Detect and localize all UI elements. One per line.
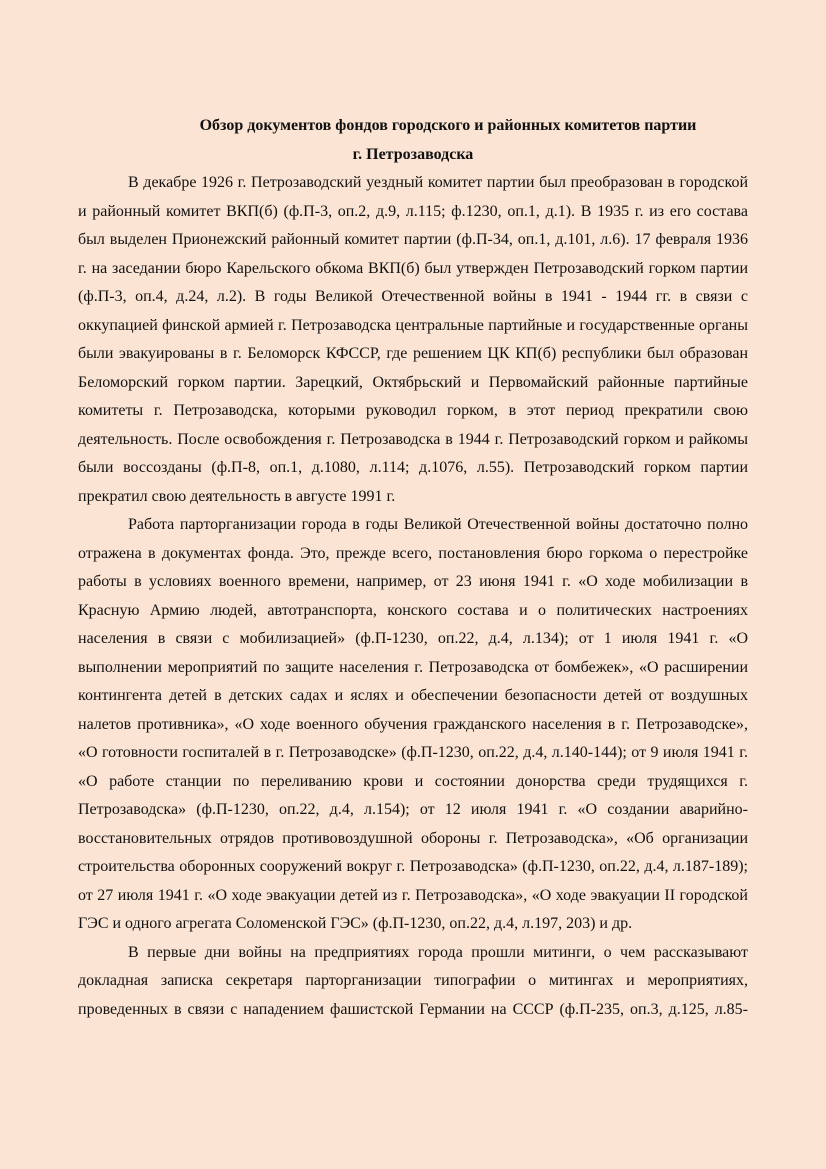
title-line-1: Обзор документов фондов городского и районных комитетов партии bbox=[199, 117, 697, 134]
paragraph-3: В первые дни войны на предприятиях города прошли митинги, о чем рассказывают докладная записка секретаря парторганизации типографии о митингах и мероприятиях, проведенных в связи с нападением фашистской Германии на СССР (ф.П-235, оп.3, д.125, л.85- bbox=[78, 943, 748, 1018]
document-page bbox=[78, 112, 748, 1024]
paragraph-2: Работа парторганизации города в годы Великой Отечественной войны достаточно полно отражена в документах фонда. Это, прежде всего, постановления бюро горкома о перестройке работы в условиях военного времени, например, от 23 июня 1941 г. «О ходе мобилизации в Красную Армию людей, автотранспорта, конского состава и о политических настроениях населения в связи с мобилизацией» (ф.П-1230, оп.22, д.4, л.134); от 1 июля 1941 г. «О выполнении мероприятий по защите населения г. Петрозаводска от бомбежек», «О расширении контингента детей в детских садах и яслях и обеспечении безопасности детей от воздушных налетов противника», «О ходе военного обучения гражданского населения в г. Петрозаводске», «О готовности госпиталей в г. Петрозаводске» (ф.П-1230, оп.22, д.4, л.140-144); от 9 июля 1941 г. «О работе станции по переливанию крови и состоянии донорства среди трудящихся г. Петрозаводска» (ф.П-1230, оп.22, д.4, л.154); от 12 июля 1941 г. «О создании аварийно-восстановительных отрядов противовоздушной обороны г. Петрозаводска», «Об организации строительства оборонных сооружений вокруг г. Петрозаводска» (ф.П-1230, оп.22, д.4, л.187-189); от 27 июля 1941 г. «О ходе эвакуации детей из г. Петрозаводска», «О ходе эвакуации II городской ГЭС и одного агрегата Соломенской ГЭС» (ф.П-1230, оп.22, д.4, л.197, 203) и др. bbox=[78, 516, 748, 932]
paragraph-1: В декабре 1926 г. Петрозаводский уездный комитет партии был преобразован в городской и районный комитет ВКП(б) (ф.П-3, оп.2, д.9, л.115; ф.1230, оп.1, д.1). В 1935 г. из его состава был выделен Прионежский районный комитет партии (ф.П-34, оп.1, д.101, л.6). 17 февраля 1936 г. на заседании бюро Карельского обкома ВКП(б) был утвержден Петрозаводский горком партии (ф.П-3, оп.4, д.24, л.2). В годы Великой Отечественной войны в 1941 - 1944 гг. в связи с оккупацией финской армией г. Петрозаводска центральные партийные и государственные органы были эвакуированы в г. Беломорск КФССР, где решением ЦК КП(б) республики был образован Беломорский горком партии. Зарецкий, Октябрьский и Первомайский районные партийные комитеты г. Петрозаводска, которыми руководил горком, в этот период прекратили свою деятельность. После освобождения г. Петрозаводска в 1944 г. Петрозаводский горком и райкомы были воссозданы (ф.П-8, оп.1, д.1080, л.114; д.1076, л.55). Петрозаводский горком партии прекратил свою деятельность в августе 1991 г. bbox=[78, 174, 748, 505]
document-title bbox=[78, 112, 748, 169]
title-line-2: г. Петрозаводска bbox=[352, 145, 474, 163]
